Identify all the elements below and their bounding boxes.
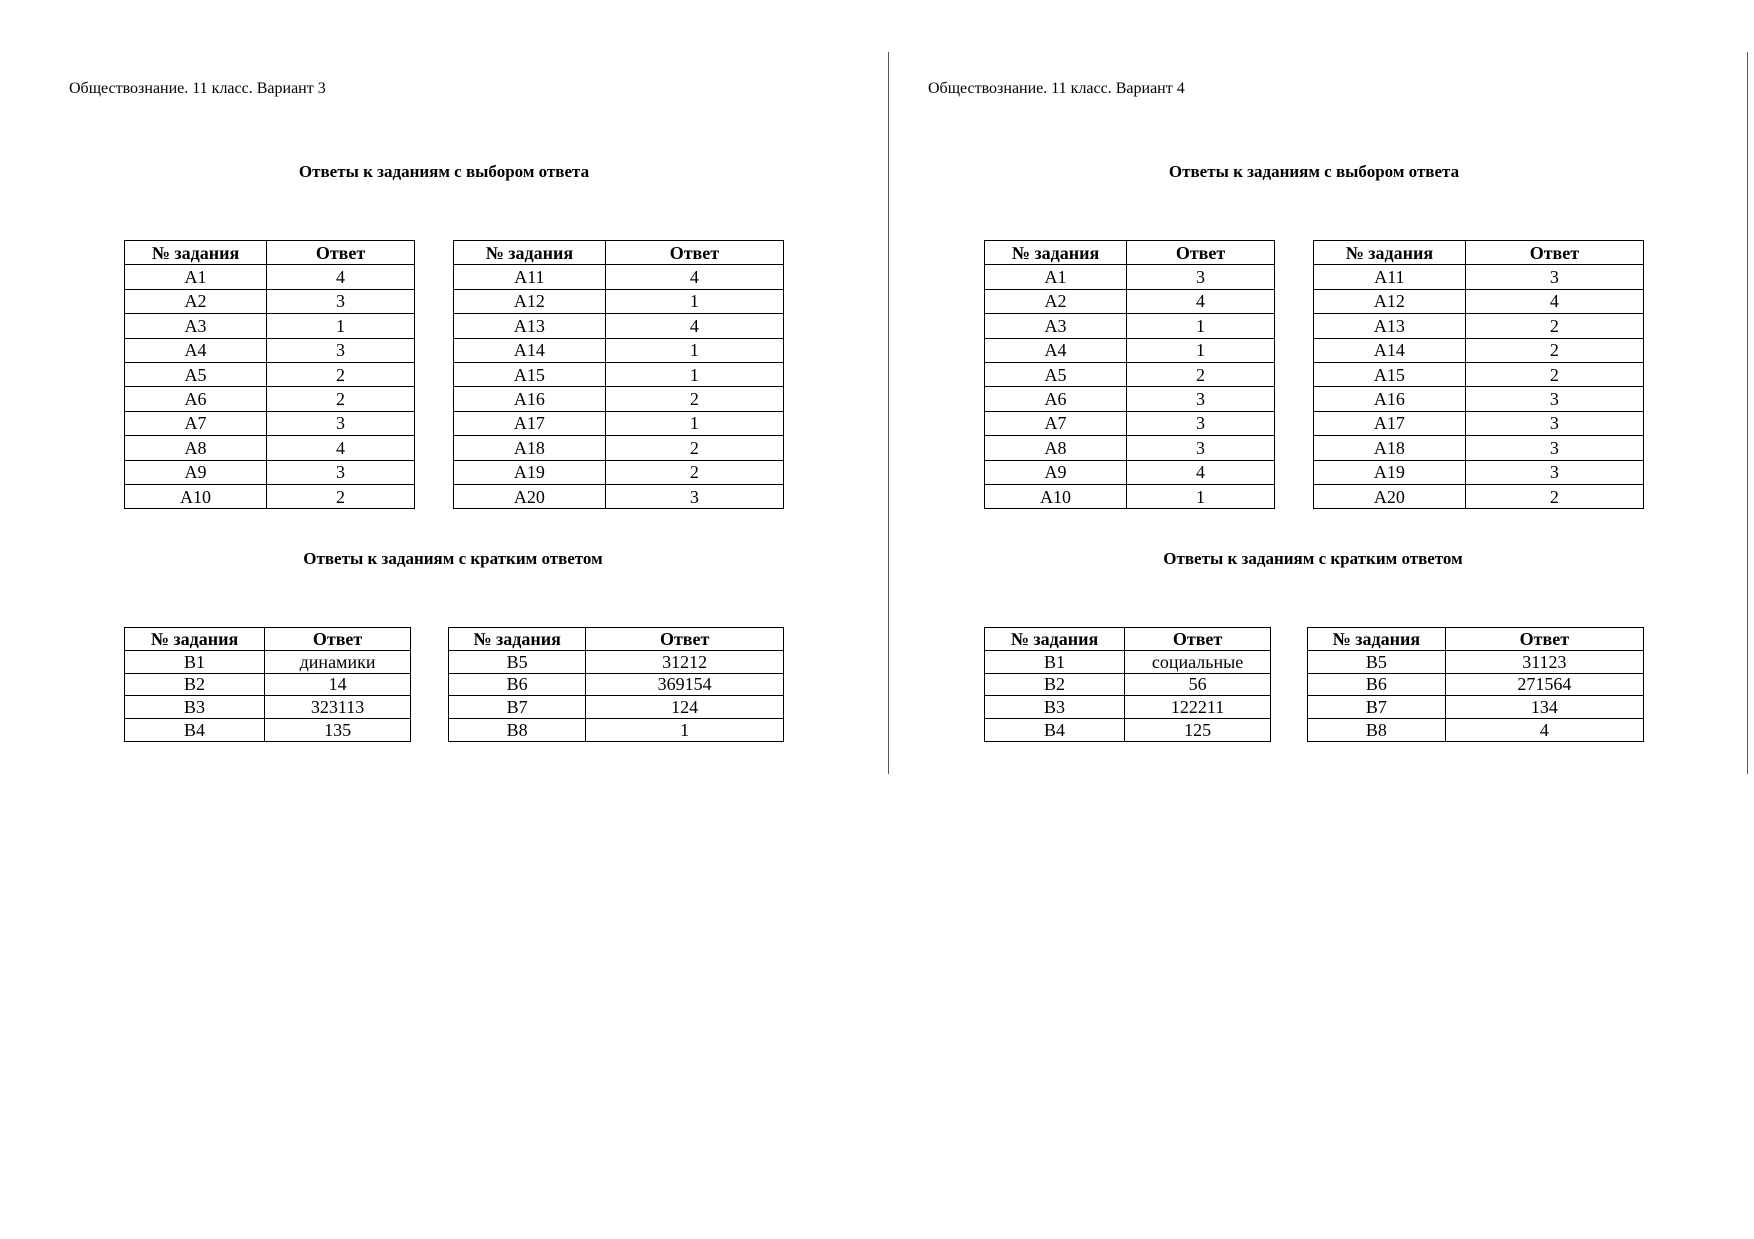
table-row [1314,289,1644,313]
short-answers-table-1 [984,627,1271,742]
answer-cell: 4 [1465,289,1643,313]
task-number-cell: В5 [449,650,586,673]
choice-answers-title: Ответы к заданиям с выбором ответа [298,162,590,181]
task-number-cell: А2 [125,289,267,313]
answer-cell: 1 [586,719,784,742]
answer-cell: 1 [1127,338,1275,362]
table-row [454,265,784,289]
table-row [1308,673,1644,696]
task-number-cell: А20 [1314,484,1466,508]
answer-cell: 1 [605,411,783,435]
task-number-cell: А1 [125,265,267,289]
task-number-cell: В5 [1308,650,1446,673]
answer-cell: 3 [1465,265,1643,289]
task-number-cell: А12 [454,289,606,313]
table-row [985,314,1275,338]
answer-cell: 3 [267,338,415,362]
answer-cell: 3 [605,484,783,508]
answer-cell: 2 [605,436,783,460]
column-header-number: № задания [1308,628,1446,651]
column-header-answer: Ответ [1125,628,1271,651]
table-row [985,387,1275,411]
task-number-cell: А16 [454,387,606,411]
task-number-cell: В8 [449,719,586,742]
answer-cell: динамики [265,650,411,673]
task-number-cell: А20 [454,484,606,508]
answer-cell: 2 [267,387,415,411]
table-row [1314,387,1644,411]
table-header-row [125,241,415,265]
column-header-answer: Ответ [267,241,415,265]
choice-answers-table-1 [124,240,415,509]
answer-cell: 3 [1127,387,1275,411]
task-number-cell: В3 [985,696,1125,719]
page-header: Обществознание. 11 класс. Вариант 4 [928,80,1185,97]
table-body [1308,650,1644,741]
task-number-cell: А5 [125,362,267,386]
page-edge-line [1747,52,1748,774]
answer-cell: 3 [1465,460,1643,484]
task-number-cell: В3 [125,696,265,719]
table-row [454,289,784,313]
task-number-cell: А13 [1314,314,1466,338]
column-header-number: № задания [985,628,1125,651]
answer-cell: 3 [1127,436,1275,460]
answer-cell: 14 [265,673,411,696]
answer-cell: 3 [1127,265,1275,289]
table-row [454,387,784,411]
column-header-number: № задания [449,628,586,651]
table-header-row [125,628,411,651]
task-number-cell: А14 [1314,338,1466,362]
column-header-answer: Ответ [605,241,783,265]
table-row [125,265,415,289]
answer-cell: 3 [1127,411,1275,435]
task-number-cell: А8 [985,436,1127,460]
answer-cell: 135 [265,719,411,742]
task-number-cell: А15 [454,362,606,386]
answer-cell: 1 [605,338,783,362]
short-answers-title: Ответы к заданиям с кратким ответом [1163,549,1463,568]
task-number-cell: В2 [985,673,1125,696]
table-row [985,719,1271,742]
answer-cell: 4 [1127,460,1275,484]
table-row [1314,362,1644,386]
table-header-row [985,628,1271,651]
answer-cell: 1 [1127,314,1275,338]
answer-cell: 31123 [1445,650,1643,673]
table-row [1314,436,1644,460]
column-header-answer: Ответ [1465,241,1643,265]
table-body [449,650,784,741]
task-number-cell: А3 [985,314,1127,338]
task-number-cell: А7 [125,411,267,435]
answer-cell: 2 [605,460,783,484]
table-row [125,696,411,719]
table-header-row [1314,241,1644,265]
answer-cell: 2 [1127,362,1275,386]
answer-cell: 1 [1127,484,1275,508]
table-row [125,411,415,435]
task-number-cell: А19 [454,460,606,484]
page-variant-4 [860,0,1740,800]
table-row [449,650,784,673]
table-row [1308,650,1644,673]
table-body [454,265,784,509]
task-number-cell: В2 [125,673,265,696]
answer-cell: 369154 [586,673,784,696]
table-row [125,719,411,742]
short-answers-table-1 [124,627,411,742]
table-header-row [985,241,1275,265]
table-row [985,411,1275,435]
table-row [125,289,415,313]
task-number-cell: А12 [1314,289,1466,313]
task-number-cell: А9 [985,460,1127,484]
table-row [454,411,784,435]
table-row [985,338,1275,362]
answer-cell: 1 [605,289,783,313]
page-header: Обществознание. 11 класс. Вариант 3 [69,80,326,97]
answer-cell: 56 [1125,673,1271,696]
answer-cell: 31212 [586,650,784,673]
table-row [1314,265,1644,289]
table-row [454,362,784,386]
task-number-cell: А11 [1314,265,1466,289]
answer-cell: 2 [605,387,783,411]
task-number-cell: А10 [125,484,267,508]
table-row [125,387,415,411]
table-row [454,460,784,484]
answer-cell: 1 [267,314,415,338]
task-number-cell: А9 [125,460,267,484]
task-number-cell: А14 [454,338,606,362]
table-body [985,265,1275,509]
answer-cell: 1 [605,362,783,386]
table-row [985,265,1275,289]
short-answers-table-2 [448,627,784,742]
task-number-cell: А7 [985,411,1127,435]
table-row [1314,484,1644,508]
answer-cell: 134 [1445,696,1643,719]
answer-cell: 4 [1127,289,1275,313]
table-row [454,338,784,362]
short-answers-table-2 [1307,627,1644,742]
task-number-cell: В8 [1308,719,1446,742]
column-header-number: № задания [1314,241,1466,265]
task-number-cell: В6 [449,673,586,696]
task-number-cell: А3 [125,314,267,338]
table-row [985,696,1271,719]
answer-cell: 125 [1125,719,1271,742]
table-row [125,314,415,338]
task-number-cell: А8 [125,436,267,460]
task-number-cell: А6 [125,387,267,411]
table-body [125,650,411,741]
task-number-cell: А6 [985,387,1127,411]
column-header-answer: Ответ [586,628,784,651]
task-number-cell: А10 [985,484,1127,508]
task-number-cell: В1 [125,650,265,673]
task-number-cell: А1 [985,265,1127,289]
answer-cell: 2 [1465,362,1643,386]
table-row [985,460,1275,484]
task-number-cell: А11 [454,265,606,289]
answer-cell: 4 [267,265,415,289]
table-body [1314,265,1644,509]
answer-cell: 2 [1465,338,1643,362]
table-row [449,673,784,696]
table-row [1308,719,1644,742]
table-row [1314,460,1644,484]
table-row [1308,696,1644,719]
choice-answers-title: Ответы к заданиям с выбором ответа [1168,162,1460,181]
table-row [1314,411,1644,435]
table-row [985,673,1271,696]
table-header-row [454,241,784,265]
answer-cell: 271564 [1445,673,1643,696]
answer-cell: 2 [267,362,415,386]
table-row [125,338,415,362]
answer-cell: 3 [267,289,415,313]
answer-cell: 3 [1465,411,1643,435]
answer-cell: социальные [1125,650,1271,673]
answer-cell: 3 [267,411,415,435]
task-number-cell: А19 [1314,460,1466,484]
answer-cell: 4 [267,436,415,460]
column-header-answer: Ответ [1127,241,1275,265]
choice-answers-table-1 [984,240,1275,509]
table-row [985,362,1275,386]
table-row [454,436,784,460]
task-number-cell: А2 [985,289,1127,313]
answer-cell: 2 [1465,314,1643,338]
table-header-row [1308,628,1644,651]
table-row [985,650,1271,673]
task-number-cell: А16 [1314,387,1466,411]
task-number-cell: В6 [1308,673,1446,696]
task-number-cell: А18 [1314,436,1466,460]
table-row [985,484,1275,508]
task-number-cell: В7 [449,696,586,719]
answer-cell: 3 [267,460,415,484]
table-row [985,436,1275,460]
table-row [449,696,784,719]
task-number-cell: А4 [125,338,267,362]
choice-answers-table-2 [453,240,784,509]
task-number-cell: В1 [985,650,1125,673]
column-header-answer: Ответ [265,628,411,651]
table-body [125,265,415,509]
task-number-cell: А15 [1314,362,1466,386]
table-row [125,460,415,484]
table-row [125,650,411,673]
choice-answers-table-2 [1313,240,1644,509]
answer-cell: 3 [1465,436,1643,460]
table-row [125,673,411,696]
table-row [454,314,784,338]
task-number-cell: В4 [125,719,265,742]
table-row [449,719,784,742]
column-header-number: № задания [454,241,606,265]
answer-cell: 4 [1445,719,1643,742]
task-number-cell: В4 [985,719,1125,742]
task-number-cell: А18 [454,436,606,460]
table-row [125,484,415,508]
task-number-cell: А5 [985,362,1127,386]
answer-cell: 4 [605,314,783,338]
answer-cell: 2 [1465,484,1643,508]
answer-cell: 122211 [1125,696,1271,719]
task-number-cell: А17 [1314,411,1466,435]
table-header-row [449,628,784,651]
table-row [125,436,415,460]
column-header-number: № задания [125,241,267,265]
task-number-cell: В7 [1308,696,1446,719]
table-body [985,650,1271,741]
column-header-number: № задания [985,241,1127,265]
page-variant-3 [0,0,880,800]
column-header-answer: Ответ [1445,628,1643,651]
short-answers-title: Ответы к заданиям с кратким ответом [303,549,603,568]
table-row [125,362,415,386]
answer-cell: 323113 [265,696,411,719]
table-row [1314,314,1644,338]
table-row [454,484,784,508]
table-row [985,289,1275,313]
task-number-cell: А4 [985,338,1127,362]
answer-cell: 124 [586,696,784,719]
answer-cell: 3 [1465,387,1643,411]
answer-cell: 2 [267,484,415,508]
column-header-number: № задания [125,628,265,651]
table-row [1314,338,1644,362]
answer-cell: 4 [605,265,783,289]
task-number-cell: А13 [454,314,606,338]
task-number-cell: А17 [454,411,606,435]
